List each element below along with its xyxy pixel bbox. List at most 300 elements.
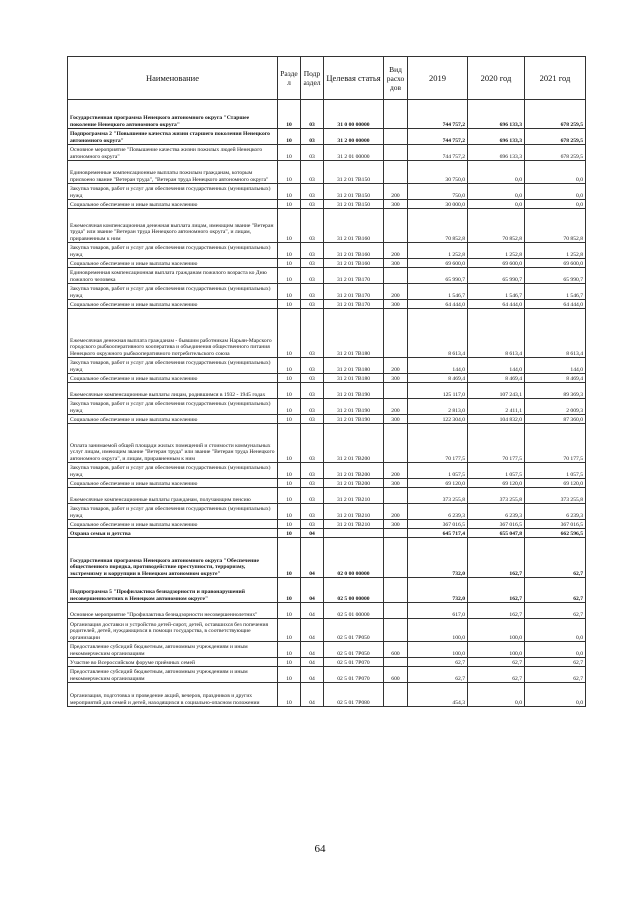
row-subsection-cell: 03 — [301, 504, 324, 520]
row-2021-cell: 8 469,4 — [525, 374, 586, 383]
row-target-cell: 31 2 01 7В200 — [324, 479, 384, 488]
row-2021-cell: 0,0 — [525, 642, 586, 658]
row-section-cell: 10 — [278, 520, 301, 529]
row-2020-cell: 70 852,8 — [468, 209, 525, 243]
row-expense-type-cell — [384, 619, 408, 642]
table-row — [68, 520, 586, 529]
row-2020-cell: 1 057,5 — [468, 463, 525, 479]
row-name-cell: Ежемесячные компенсационные выплаты лицам, родившимся в 1932 - 1945 годах — [68, 383, 278, 399]
row-2020-cell: 64 444,0 — [468, 300, 525, 309]
col-header-expense-type: Вид расхо дов — [384, 57, 408, 100]
row-2021-cell: 0,0 — [525, 619, 586, 642]
row-subsection-cell: 03 — [301, 488, 324, 504]
row-target-cell: 31 2 01 7В150 — [324, 161, 384, 184]
table-row — [68, 383, 586, 399]
row-section-cell: 10 — [278, 145, 301, 161]
row-2019-cell: 64 444,0 — [408, 300, 468, 309]
col-header-name: Наименование — [68, 57, 278, 100]
row-2020-cell: 144,0 — [468, 358, 525, 374]
row-2019-cell: 30 750,0 — [408, 161, 468, 184]
row-name-cell: Подпрограмма 2 "Повышение качества жизни старшего поколения Ненецкого автономного округа" — [68, 129, 278, 145]
table-row — [68, 463, 586, 479]
table-row — [68, 374, 586, 383]
row-section-cell: 10 — [278, 667, 301, 683]
row-2021-cell: 69 600,0 — [525, 259, 586, 268]
row-subsection-cell: 03 — [301, 415, 324, 424]
row-2021-cell: 373 255,8 — [525, 488, 586, 504]
row-expense-type-cell — [384, 309, 408, 358]
row-section-cell: 10 — [278, 578, 301, 603]
row-2020-cell: 100,0 — [468, 642, 525, 658]
row-target-cell: 31 2 01 7В150 — [324, 184, 384, 200]
row-section-cell: 10 — [278, 488, 301, 504]
row-2020-cell: 0,0 — [468, 683, 525, 707]
row-2021-cell: 8 613,4 — [525, 309, 586, 358]
row-2021-cell: 2 009,3 — [525, 399, 586, 415]
row-expense-type-cell: 600 — [384, 667, 408, 683]
table-row — [68, 243, 586, 259]
row-name-cell: Единовременные компенсационные выплаты пожилым гражданам, которым присвоено звание "Ветеран труда", "Ветеран труда Ненецкого автономного округа" — [68, 161, 278, 184]
row-2021-cell: 662 596,5 — [525, 529, 586, 538]
row-expense-type-cell — [384, 161, 408, 184]
row-name-cell: Ежемесячные компенсационные выплаты гражданам, получающим пенсию — [68, 488, 278, 504]
row-subsection-cell: 03 — [301, 300, 324, 309]
table-row — [68, 209, 586, 243]
table-row — [68, 145, 586, 161]
row-subsection-cell: 04 — [301, 603, 324, 619]
row-expense-type-cell — [384, 145, 408, 161]
row-section-cell: 10 — [278, 504, 301, 520]
row-2020-cell: 6 239,3 — [468, 504, 525, 520]
row-target-cell: 31 2 01 00000 — [324, 145, 384, 161]
row-target-cell: 31 0 00 00000 — [324, 100, 384, 129]
row-target-cell: 31 2 01 7В210 — [324, 488, 384, 504]
row-name-cell: Закупка товаров, работ и услуг для обеспечения государственных (муниципальных) нужд — [68, 463, 278, 479]
row-expense-type-cell: 300 — [384, 300, 408, 309]
row-expense-type-cell: 300 — [384, 520, 408, 529]
row-subsection-cell: 03 — [301, 161, 324, 184]
row-2019-cell: 1 252,8 — [408, 243, 468, 259]
row-target-cell: 31 2 01 7В150 — [324, 200, 384, 209]
row-expense-type-cell: 300 — [384, 415, 408, 424]
row-section-cell: 10 — [278, 300, 301, 309]
table-row — [68, 538, 586, 578]
row-target-cell: 02 5 01 7Р080 — [324, 683, 384, 707]
row-section-cell: 10 — [278, 129, 301, 145]
row-subsection-cell: 03 — [301, 383, 324, 399]
row-expense-type-cell — [384, 488, 408, 504]
row-subsection-cell: 03 — [301, 209, 324, 243]
row-name-cell: Ежемесячная компенсационная денежная выплата лицам, имеющим звание "Ветеран труда" или звание "Ветеран труда Ненецкого автономного округа", и лицам, приравненным к ним — [68, 209, 278, 243]
row-target-cell: 02 5 01 7Р050 — [324, 642, 384, 658]
row-2021-cell: 1 252,8 — [525, 243, 586, 259]
row-2019-cell: 125 117,0 — [408, 383, 468, 399]
table-row — [68, 415, 586, 424]
row-2019-cell: 617,0 — [408, 603, 468, 619]
row-2021-cell: 144,0 — [525, 358, 586, 374]
row-expense-type-cell — [384, 209, 408, 243]
row-2021-cell: 678 259,5 — [525, 100, 586, 129]
row-2020-cell: 0,0 — [468, 184, 525, 200]
row-2020-cell: 100,0 — [468, 619, 525, 642]
row-target-cell: 31 2 01 7В160 — [324, 209, 384, 243]
row-2021-cell: 1 057,5 — [525, 463, 586, 479]
row-expense-type-cell: 200 — [384, 463, 408, 479]
row-expense-type-cell — [384, 100, 408, 129]
row-subsection-cell: 03 — [301, 145, 324, 161]
row-name-cell: Социальное обеспечение и иные выплаты населению — [68, 415, 278, 424]
table-row — [68, 504, 586, 520]
row-2021-cell: 65 990,7 — [525, 268, 586, 284]
row-name-cell: Социальное обеспечение и иные выплаты населению — [68, 200, 278, 209]
row-subsection-cell: 04 — [301, 538, 324, 578]
row-section-cell: 10 — [278, 683, 301, 707]
row-section-cell: 10 — [278, 184, 301, 200]
row-2019-cell: 732,0 — [408, 538, 468, 578]
row-2020-cell: 69 600,0 — [468, 259, 525, 268]
row-name-cell: Организация, подготовка и проведение акций, вечеров, праздников и других мероприятий для семей и детей, находящихся в социально-опасном положении — [68, 683, 278, 707]
row-2020-cell: 696 133,3 — [468, 129, 525, 145]
row-2020-cell: 1 546,7 — [468, 284, 525, 300]
row-subsection-cell: 03 — [301, 284, 324, 300]
row-target-cell: 31 2 01 7В200 — [324, 463, 384, 479]
row-2019-cell: 65 990,7 — [408, 268, 468, 284]
row-expense-type-cell: 600 — [384, 642, 408, 658]
col-header-2019: 2019 — [408, 57, 468, 100]
row-expense-type-cell: 200 — [384, 504, 408, 520]
row-target-cell: 02 5 01 7Р070 — [324, 658, 384, 667]
row-2019-cell: 70 852,8 — [408, 209, 468, 243]
row-name-cell: Охрана семьи и детства — [68, 529, 278, 538]
row-2021-cell: 62,7 — [525, 658, 586, 667]
row-subsection-cell: 04 — [301, 578, 324, 603]
row-name-cell: Социальное обеспечение и иные выплаты населению — [68, 479, 278, 488]
row-2020-cell: 0,0 — [468, 200, 525, 209]
row-2019-cell: 144,0 — [408, 358, 468, 374]
row-expense-type-cell — [384, 603, 408, 619]
row-expense-type-cell: 200 — [384, 399, 408, 415]
row-section-cell: 10 — [278, 161, 301, 184]
table-row — [68, 603, 586, 619]
row-section-cell: 10 — [278, 100, 301, 129]
row-name-cell: Основное мероприятие "Повышение качества жизни пожилых людей Ненецкого автономного округа" — [68, 145, 278, 161]
row-2021-cell: 69 120,0 — [525, 479, 586, 488]
row-target-cell: 31 2 01 7В200 — [324, 424, 384, 463]
row-2019-cell: 744 757,2 — [408, 129, 468, 145]
row-name-cell: Участие во Всероссийском форуме приёмных семей — [68, 658, 278, 667]
row-2020-cell: 8 613,4 — [468, 309, 525, 358]
col-header-2021: 2021 год — [525, 57, 586, 100]
row-2021-cell: 64 444,0 — [525, 300, 586, 309]
row-subsection-cell: 03 — [301, 243, 324, 259]
row-name-cell: Закупка товаров, работ и услуг для обеспечения государственных (муниципальных) нужд — [68, 358, 278, 374]
row-target-cell: 31 2 01 7В170 — [324, 268, 384, 284]
row-2020-cell: 162,7 — [468, 538, 525, 578]
table-row — [68, 399, 586, 415]
row-2019-cell: 645 717,4 — [408, 529, 468, 538]
row-expense-type-cell: 300 — [384, 479, 408, 488]
row-name-cell: Ежемесячная денежная выплата гражданам - бывшим работникам Нарьян-Марского городского рыбкооперативного кооператива и объединения общественного питания Ненецкого окружного рыбкооперативного потребительского союза — [68, 309, 278, 358]
row-expense-type-cell — [384, 578, 408, 603]
row-name-cell: Закупка товаров, работ и услуг для обеспечения государственных (муниципальных) нужд — [68, 243, 278, 259]
row-expense-type-cell: 300 — [384, 200, 408, 209]
row-name-cell: Государственная программа Ненецкого автономного округа "Обеспечение общественного порядка, противодействие преступности, терроризму, экстремизму и коррупции в Ненецком автономном округе" — [68, 538, 278, 578]
row-expense-type-cell: 200 — [384, 184, 408, 200]
row-2019-cell: 8 469,4 — [408, 374, 468, 383]
row-name-cell: Основное мероприятие "Профилактика безнадзорности несовершеннолетних" — [68, 603, 278, 619]
row-subsection-cell: 04 — [301, 667, 324, 683]
row-2021-cell: 62,7 — [525, 603, 586, 619]
row-subsection-cell: 03 — [301, 424, 324, 463]
row-target-cell: 31 2 01 7В180 — [324, 374, 384, 383]
table-row — [68, 578, 586, 603]
row-section-cell: 10 — [278, 200, 301, 209]
row-target-cell: 02 5 01 00000 — [324, 603, 384, 619]
row-2019-cell: 69 600,0 — [408, 259, 468, 268]
table-row — [68, 479, 586, 488]
row-target-cell: 31 2 01 7В170 — [324, 300, 384, 309]
row-2019-cell: 454,3 — [408, 683, 468, 707]
row-2021-cell: 62,7 — [525, 578, 586, 603]
table-row — [68, 259, 586, 268]
page-number: 64 — [314, 843, 326, 855]
row-subsection-cell: 04 — [301, 683, 324, 707]
row-2021-cell: 62,7 — [525, 667, 586, 683]
row-section-cell: 10 — [278, 268, 301, 284]
row-target-cell: 31 2 01 7В190 — [324, 399, 384, 415]
row-name-cell: Оплата занимаемой общей площади жилых помещений и стоимости коммунальных услуг лицам, имеющим звание "Ветеран труда" или звание "Ветеран труда Ненецкого автономного округа", и лицам, приравненным к ним — [68, 424, 278, 463]
row-2020-cell: 655 047,8 — [468, 529, 525, 538]
row-2021-cell: 0,0 — [525, 184, 586, 200]
row-name-cell: Государственная программа Ненецкого автономного округа "Старшее поколение Ненецкого автономного округа" — [68, 100, 278, 129]
row-section-cell: 10 — [278, 479, 301, 488]
row-name-cell: Закупка товаров, работ и услуг для обеспечения государственных (муниципальных) нужд — [68, 504, 278, 520]
row-expense-type-cell — [384, 529, 408, 538]
row-target-cell: 31 2 01 7В190 — [324, 415, 384, 424]
row-subsection-cell: 04 — [301, 619, 324, 642]
row-2020-cell: 0,0 — [468, 161, 525, 184]
row-subsection-cell: 03 — [301, 268, 324, 284]
row-target-cell: 31 2 01 7В160 — [324, 243, 384, 259]
table-row — [68, 529, 586, 538]
table-row — [68, 642, 586, 658]
table-row — [68, 619, 586, 642]
row-2020-cell: 162,7 — [468, 603, 525, 619]
row-2020-cell: 696 133,3 — [468, 100, 525, 129]
row-2021-cell: 1 546,7 — [525, 284, 586, 300]
row-expense-type-cell — [384, 538, 408, 578]
row-2019-cell: 69 120,0 — [408, 479, 468, 488]
row-subsection-cell: 03 — [301, 463, 324, 479]
row-section-cell: 10 — [278, 603, 301, 619]
row-target-cell: 31 2 00 00000 — [324, 129, 384, 145]
table-row — [68, 300, 586, 309]
row-target-cell: 31 2 01 7В190 — [324, 383, 384, 399]
row-2019-cell: 100,0 — [408, 619, 468, 642]
row-2020-cell: 696 133,3 — [468, 145, 525, 161]
row-section-cell: 10 — [278, 658, 301, 667]
row-target-cell: 02 5 01 7Р070 — [324, 667, 384, 683]
row-section-cell: 10 — [278, 284, 301, 300]
row-target-cell: 02 5 00 00000 — [324, 578, 384, 603]
table-row — [68, 488, 586, 504]
row-subsection-cell: 03 — [301, 100, 324, 129]
row-name-cell: Социальное обеспечение и иные выплаты населению — [68, 259, 278, 268]
row-2019-cell: 373 255,8 — [408, 488, 468, 504]
row-2019-cell: 744 757,2 — [408, 145, 468, 161]
row-subsection-cell: 03 — [301, 399, 324, 415]
row-subsection-cell: 03 — [301, 479, 324, 488]
budget-table — [67, 56, 586, 707]
row-2020-cell: 162,7 — [468, 578, 525, 603]
table-row — [68, 161, 586, 184]
row-section-cell: 10 — [278, 209, 301, 243]
row-2020-cell: 2 411,1 — [468, 399, 525, 415]
row-expense-type-cell — [384, 683, 408, 707]
row-name-cell: Закупка товаров, работ и услуг для обеспечения государственных (муниципальных) нужд — [68, 399, 278, 415]
row-2021-cell: 70 852,8 — [525, 209, 586, 243]
row-2019-cell: 1 546,7 — [408, 284, 468, 300]
row-2021-cell: 0,0 — [525, 161, 586, 184]
row-section-cell: 10 — [278, 374, 301, 383]
row-name-cell: Предоставление субсидий бюджетным, автономным учреждениям и иным некоммерческим организациям — [68, 667, 278, 683]
row-2021-cell: 0,0 — [525, 683, 586, 707]
row-2020-cell: 373 255,8 — [468, 488, 525, 504]
row-subsection-cell: 03 — [301, 129, 324, 145]
row-expense-type-cell: 300 — [384, 374, 408, 383]
row-2019-cell: 62,7 — [408, 658, 468, 667]
row-target-cell: 31 2 01 7В170 — [324, 284, 384, 300]
row-2019-cell: 2 813,0 — [408, 399, 468, 415]
row-section-cell: 10 — [278, 259, 301, 268]
row-expense-type-cell — [384, 268, 408, 284]
row-2019-cell: 100,0 — [408, 642, 468, 658]
row-2020-cell: 8 469,4 — [468, 374, 525, 383]
row-subsection-cell: 03 — [301, 259, 324, 268]
table-row — [68, 424, 586, 463]
row-expense-type-cell — [384, 658, 408, 667]
row-expense-type-cell: 200 — [384, 243, 408, 259]
row-2021-cell: 678 259,5 — [525, 145, 586, 161]
row-target-cell — [324, 529, 384, 538]
row-2021-cell: 62,7 — [525, 538, 586, 578]
table-row — [68, 658, 586, 667]
row-name-cell: Единовременная компенсационная выплата гражданам пожилого возраста ко Дню пожилого человека — [68, 268, 278, 284]
row-2019-cell: 6 239,3 — [408, 504, 468, 520]
col-header-subsection: Подр аздел — [301, 57, 324, 100]
row-2021-cell: 678 259,5 — [525, 129, 586, 145]
row-2021-cell: 87 360,0 — [525, 415, 586, 424]
row-2021-cell: 89 369,3 — [525, 383, 586, 399]
row-target-cell: 31 2 01 7В160 — [324, 259, 384, 268]
row-section-cell: 10 — [278, 529, 301, 538]
row-section-cell: 10 — [278, 424, 301, 463]
row-name-cell: Закупка товаров, работ и услуг для обеспечения государственных (муниципальных) нужд — [68, 284, 278, 300]
row-2019-cell: 30 000,0 — [408, 200, 468, 209]
table-row — [68, 184, 586, 200]
table-row — [68, 129, 586, 145]
row-expense-type-cell — [384, 129, 408, 145]
row-section-cell: 10 — [278, 538, 301, 578]
row-section-cell: 10 — [278, 358, 301, 374]
row-name-cell: Предоставление субсидий бюджетным, автономным учреждениям и иным некоммерческим организациям — [68, 642, 278, 658]
row-section-cell: 10 — [278, 415, 301, 424]
row-2021-cell: 6 239,3 — [525, 504, 586, 520]
row-target-cell: 02 5 01 7Р050 — [324, 619, 384, 642]
row-subsection-cell: 03 — [301, 200, 324, 209]
row-name-cell: Социальное обеспечение и иные выплаты населению — [68, 520, 278, 529]
row-section-cell: 10 — [278, 309, 301, 358]
row-section-cell: 10 — [278, 399, 301, 415]
row-2019-cell: 750,0 — [408, 184, 468, 200]
table-row — [68, 683, 586, 707]
row-subsection-cell: 04 — [301, 529, 324, 538]
row-2020-cell: 107 243,1 — [468, 383, 525, 399]
row-section-cell: 10 — [278, 619, 301, 642]
row-2020-cell: 69 120,0 — [468, 479, 525, 488]
row-2020-cell: 1 252,8 — [468, 243, 525, 259]
table-row — [68, 100, 586, 129]
row-name-cell: Организация доставки и устройство детей-сирот, детей, оставшихся без попечения родителей, детей, нуждающихся в помощи государства, в соответствующие организации — [68, 619, 278, 642]
col-header-target: Целевая статья — [324, 57, 384, 100]
row-name-cell: Подпрограмма 5 "Профилактика безнадзорности и правонарушений несовершеннолетних в Ненецком автономном округе" — [68, 578, 278, 603]
row-section-cell: 10 — [278, 243, 301, 259]
row-target-cell: 02 0 00 00000 — [324, 538, 384, 578]
row-name-cell: Социальное обеспечение и иные выплаты населению — [68, 374, 278, 383]
row-2019-cell: 744 757,2 — [408, 100, 468, 129]
row-2021-cell: 70 177,5 — [525, 424, 586, 463]
row-subsection-cell: 03 — [301, 184, 324, 200]
table-row — [68, 667, 586, 683]
row-subsection-cell: 04 — [301, 642, 324, 658]
row-subsection-cell: 03 — [301, 309, 324, 358]
row-name-cell: Социальное обеспечение и иные выплаты населению — [68, 300, 278, 309]
row-2019-cell: 122 304,0 — [408, 415, 468, 424]
table-row — [68, 284, 586, 300]
table-row — [68, 309, 586, 358]
row-2019-cell: 732,0 — [408, 578, 468, 603]
row-target-cell: 31 2 01 7В180 — [324, 309, 384, 358]
table-row — [68, 358, 586, 374]
row-2020-cell: 65 990,7 — [468, 268, 525, 284]
row-subsection-cell: 04 — [301, 658, 324, 667]
row-2019-cell: 70 177,5 — [408, 424, 468, 463]
row-subsection-cell: 03 — [301, 374, 324, 383]
row-section-cell: 10 — [278, 642, 301, 658]
row-2019-cell: 1 057,5 — [408, 463, 468, 479]
row-2021-cell: 367 016,5 — [525, 520, 586, 529]
row-subsection-cell: 03 — [301, 358, 324, 374]
row-2020-cell: 367 016,5 — [468, 520, 525, 529]
row-expense-type-cell — [384, 424, 408, 463]
row-section-cell: 10 — [278, 463, 301, 479]
row-target-cell: 31 2 01 7В180 — [324, 358, 384, 374]
col-header-2020: 2020 год — [468, 57, 525, 100]
row-2021-cell: 0,0 — [525, 200, 586, 209]
table-header-row — [68, 57, 586, 100]
row-2019-cell: 8 613,4 — [408, 309, 468, 358]
row-2020-cell: 62,7 — [468, 658, 525, 667]
row-name-cell: Закупка товаров, работ и услуг для обеспечения государственных (муниципальных) нужд — [68, 184, 278, 200]
row-2020-cell: 70 177,5 — [468, 424, 525, 463]
row-target-cell: 31 2 01 7В210 — [324, 504, 384, 520]
row-subsection-cell: 03 — [301, 520, 324, 529]
row-section-cell: 10 — [278, 383, 301, 399]
row-2019-cell: 62,7 — [408, 667, 468, 683]
col-header-section: Разде л — [278, 57, 301, 100]
row-expense-type-cell — [384, 383, 408, 399]
row-2020-cell: 62,7 — [468, 667, 525, 683]
